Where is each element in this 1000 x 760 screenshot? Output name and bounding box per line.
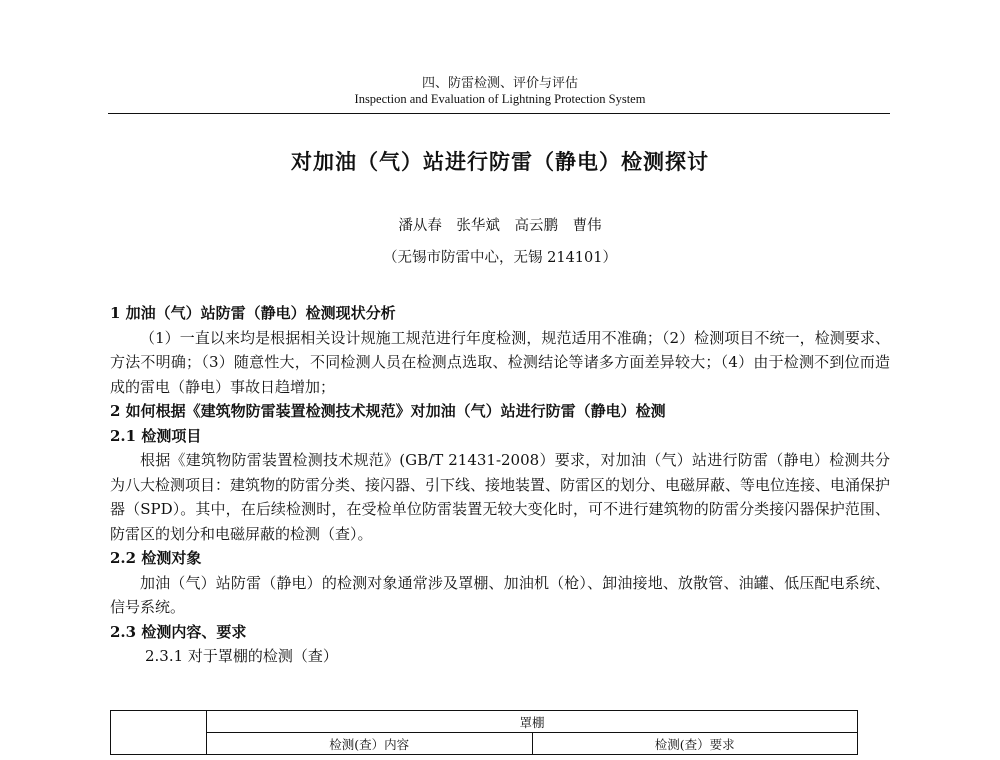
paper-title: 对加油（气）站进行防雷（静电）检测探讨 bbox=[291, 149, 709, 174]
affiliation: （无锡市防雷中心，无锡 214101） bbox=[383, 250, 617, 266]
section-2-heading: 2 如何根据《建筑物防雷装置检测技术规范》对加油（气）站进行防雷（静电）检测 bbox=[110, 402, 666, 420]
section-2-2-paragraph: 加油（气）站防雷（静电）的检测对象通常涉及罩棚、加油机（枪）、卸油接地、放散管、油罐、低压配电系统、信号系统。 bbox=[110, 573, 890, 616]
table-header-requirement: 检测(查）要求 bbox=[532, 733, 858, 755]
section-2-3-1-heading: 2.3.1 对于罩棚的检测（查） bbox=[145, 647, 338, 665]
body-text bbox=[110, 301, 890, 669]
header-divider bbox=[108, 113, 890, 114]
table-header-content: 检测(查）内容 bbox=[207, 733, 533, 755]
section-1-heading: 1 加油（气）站防雷（静电）检测现状分析 bbox=[110, 304, 396, 322]
table-corner-cell bbox=[111, 711, 207, 755]
canopy-inspection-table bbox=[110, 710, 858, 755]
section-2-2-heading: 2.2 检测对象 bbox=[110, 549, 202, 567]
section-2-3-heading: 2.3 检测内容、要求 bbox=[110, 622, 247, 641]
section-2-1-paragraph: 根据《建筑物防雷装置检测技术规范》(GB/T 21431-2008）要求，对加油（气）站进行防雷（静电）检测共分为八大检测项目：建筑物的防雷分类、接闪器、引下线、接地装置、防雷区的划分、电磁屏蔽、等电位连接、电涌保护器（SPD）。其中，在后续检测时，在受检单位防雷装置无较大变化时，可不进行建筑物的防雷分类接闪器保护范围、防雷区的划分和电磁屏蔽的检测（查）。 bbox=[110, 451, 891, 543]
author-list: 潘从春 张华斌 高云鹏 曹伟 bbox=[398, 218, 602, 234]
running-header-chinese: 四、防雷检测、评价与评估 bbox=[421, 76, 578, 91]
running-header-english: Inspection and Evaluation of Lightning Protection System bbox=[354, 92, 646, 106]
table-group-header: 罩棚 bbox=[207, 711, 858, 733]
section-2-1-heading: 2.1 检测项目 bbox=[110, 426, 202, 445]
section-1-paragraph: （1）一直以来均是根据相关设计规施工规范进行年度检测，规范适用不准确；（2）检测项目不统一，检测要求、方法不明确；（3）随意性大，不同检测人员在检测点选取、检测结论等诸多方面差异较大；（4）由于检测不到位而造成的雷电（静电）事故日趋增加； bbox=[110, 328, 890, 396]
